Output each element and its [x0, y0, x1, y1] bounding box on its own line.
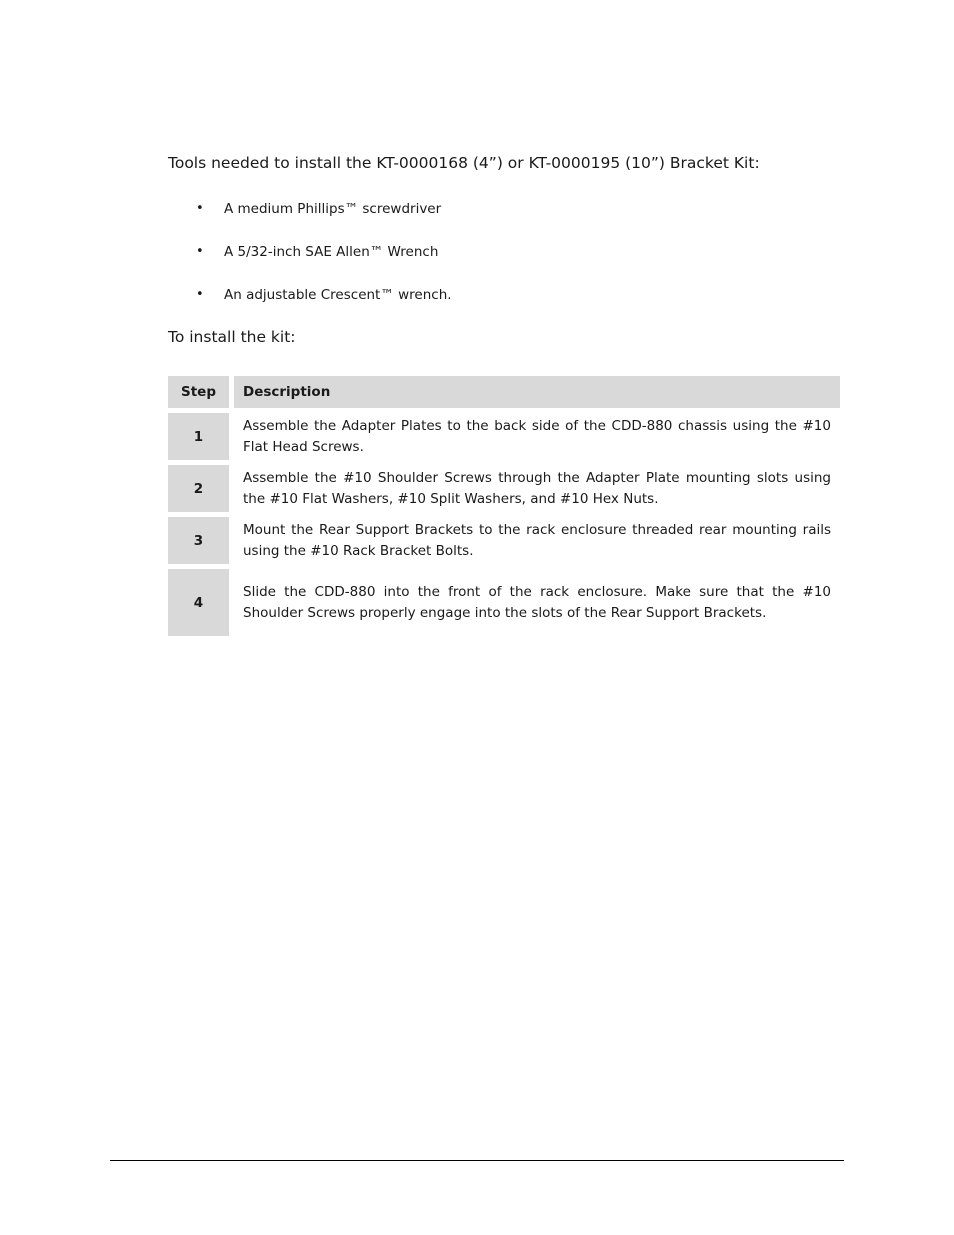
- bullet-icon: •: [196, 244, 204, 259]
- table-header-row: [168, 376, 840, 408]
- intro-paragraph: Tools needed to install the KT-0000168 (4”) or KT-0000195 (10”) Bracket Kit:: [168, 154, 760, 172]
- table-row: [168, 517, 840, 564]
- step-column-header: Step: [168, 376, 229, 408]
- tool-text: A medium Phillips™ screwdriver: [224, 201, 442, 217]
- footer-divider: [110, 1160, 844, 1161]
- table-row: [168, 465, 840, 512]
- step-number: 4: [168, 569, 229, 636]
- table-row: [168, 569, 840, 636]
- step-number: 1: [168, 413, 229, 460]
- install-heading: To install the kit:: [168, 328, 296, 346]
- description-column-header: Description: [234, 376, 840, 408]
- tool-text: A 5/32-inch SAE Allen™ Wrench: [224, 244, 439, 260]
- step-description: Assemble the Adapter Plates to the back side of the CDD-880 chassis using the #10 Flat Head Screws.: [243, 417, 831, 455]
- bullet-icon: •: [196, 201, 204, 216]
- table-row: [168, 413, 840, 460]
- install-steps-table: [168, 376, 840, 636]
- step-description: Assemble the #10 Shoulder Screws through the Adapter Plate mounting slots using the #10 Flat Washers, #10 Split Washers, and #10 Hex Nuts.: [243, 469, 831, 507]
- step-description: Mount the Rear Support Brackets to the rack enclosure threaded rear mounting rails using the #10 Rack Bracket Bolts.: [243, 521, 831, 559]
- step-description: Slide the CDD-880 into the front of the rack enclosure. Make sure that the #10 Shoulder Screws properly engage into the slots of the Rear Support Brackets.: [243, 583, 831, 621]
- step-number: 2: [168, 465, 229, 512]
- step-number: 3: [168, 517, 229, 564]
- bullet-icon: •: [196, 287, 204, 302]
- tool-text: An adjustable Crescent™ wrench.: [224, 287, 452, 303]
